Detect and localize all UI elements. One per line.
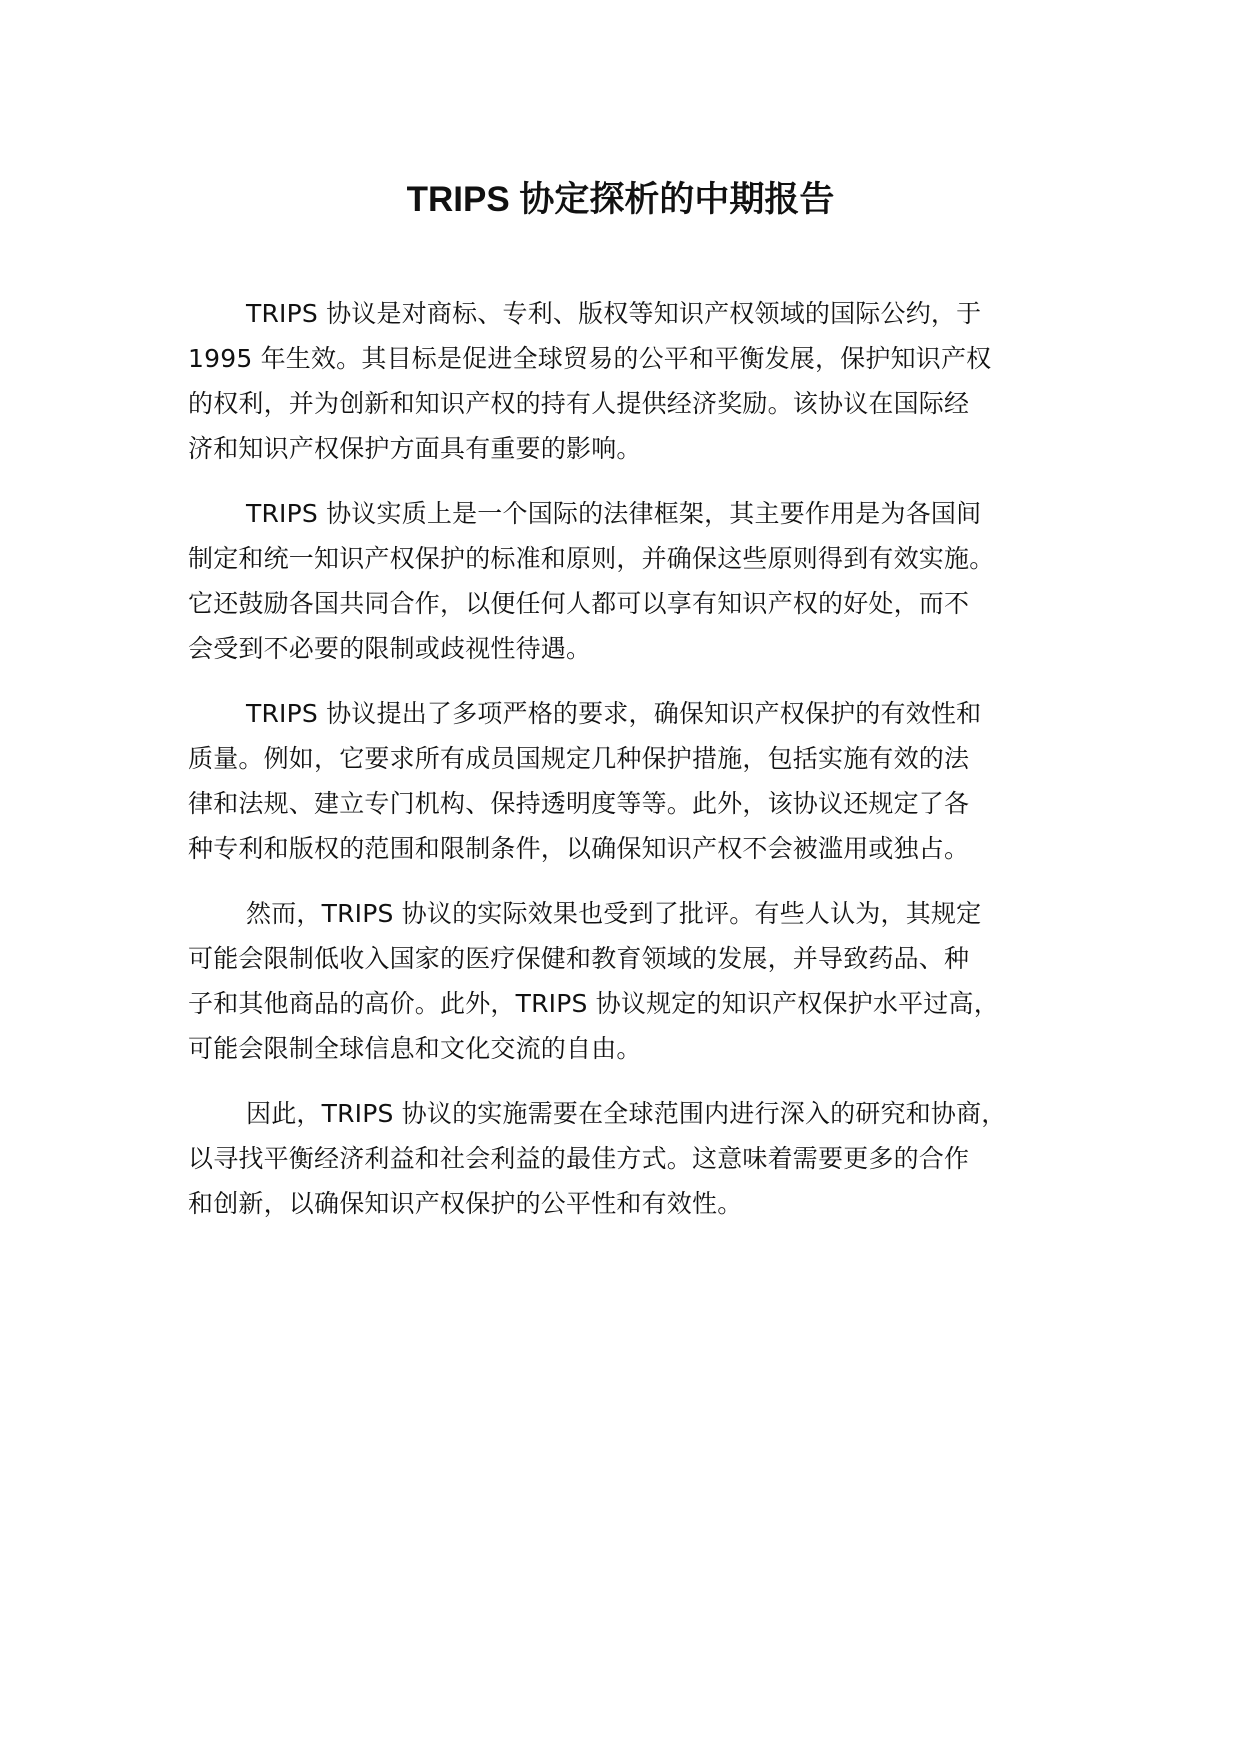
document-title: TRIPS 协定探析的中期报告 (406, 180, 835, 219)
paragraph-line: 可能会限制低收入国家的医疗保健和教育领域的发展，并导致药品、种 (188, 944, 970, 973)
paragraph-line: 以寻找平衡经济利益和社会利益的最佳方式。这意味着需要更多的合作 (188, 1144, 970, 1173)
paragraph-5 (188, 1091, 1088, 1226)
paragraph-line: TRIPS 协议实质上是一个国际的法律框架，其主要作用是为各国间 (246, 499, 982, 528)
paragraph-line: 会受到不必要的限制或歧视性待遇。 (188, 634, 592, 663)
paragraph-line: 的权利，并为创新和知识产权的持有人提供经济奖励。该协议在国际经 (188, 389, 970, 418)
paragraph-line: 律和法规、建立专门机构、保持透明度等等。此外，该协议还规定了各 (188, 789, 970, 818)
paragraph-line: 然而，TRIPS 协议的实际效果也受到了批评。有些人认为，其规定 (246, 899, 982, 928)
paragraph-line: TRIPS 协议提出了多项严格的要求，确保知识产权保护的有效性和 (246, 699, 982, 728)
paragraph-line: 1995 年生效。其目标是促进全球贸易的公平和平衡发展，保护知识产权 (188, 344, 992, 373)
paragraph-line: 和创新，以确保知识产权保护的公平性和有效性。 (188, 1189, 743, 1218)
paragraph-line: 子和其他商品的高价。此外，TRIPS 协议规定的知识产权保护水平过高， (188, 989, 999, 1018)
document-body (188, 291, 1088, 1246)
paragraph-line: 因此，TRIPS 协议的实施需要在全球范围内进行深入的研究和协商， (246, 1099, 1007, 1128)
paragraph-line: 济和知识产权保护方面具有重要的影响。 (188, 434, 642, 463)
paragraph-3 (188, 691, 1088, 871)
paragraph-2 (188, 491, 1088, 671)
paragraph-line: 质量。例如，它要求所有成员国规定几种保护措施，包括实施有效的法 (188, 744, 970, 773)
paragraph-line: TRIPS 协议是对商标、专利、版权等知识产权领域的国际公约，于 (246, 299, 982, 328)
paragraph-line: 制定和统一知识产权保护的标准和原则，并确保这些原则得到有效实施。 (188, 544, 995, 573)
paragraph-1 (188, 291, 1088, 471)
paragraph-line: 它还鼓励各国共同合作，以便任何人都可以享有知识产权的好处，而不 (188, 589, 970, 618)
paragraph-line: 种专利和版权的范围和限制条件，以确保知识产权不会被滥用或独占。 (188, 834, 970, 863)
paragraph-4 (188, 891, 1088, 1071)
paragraph-line: 可能会限制全球信息和文化交流的自由。 (188, 1034, 642, 1063)
